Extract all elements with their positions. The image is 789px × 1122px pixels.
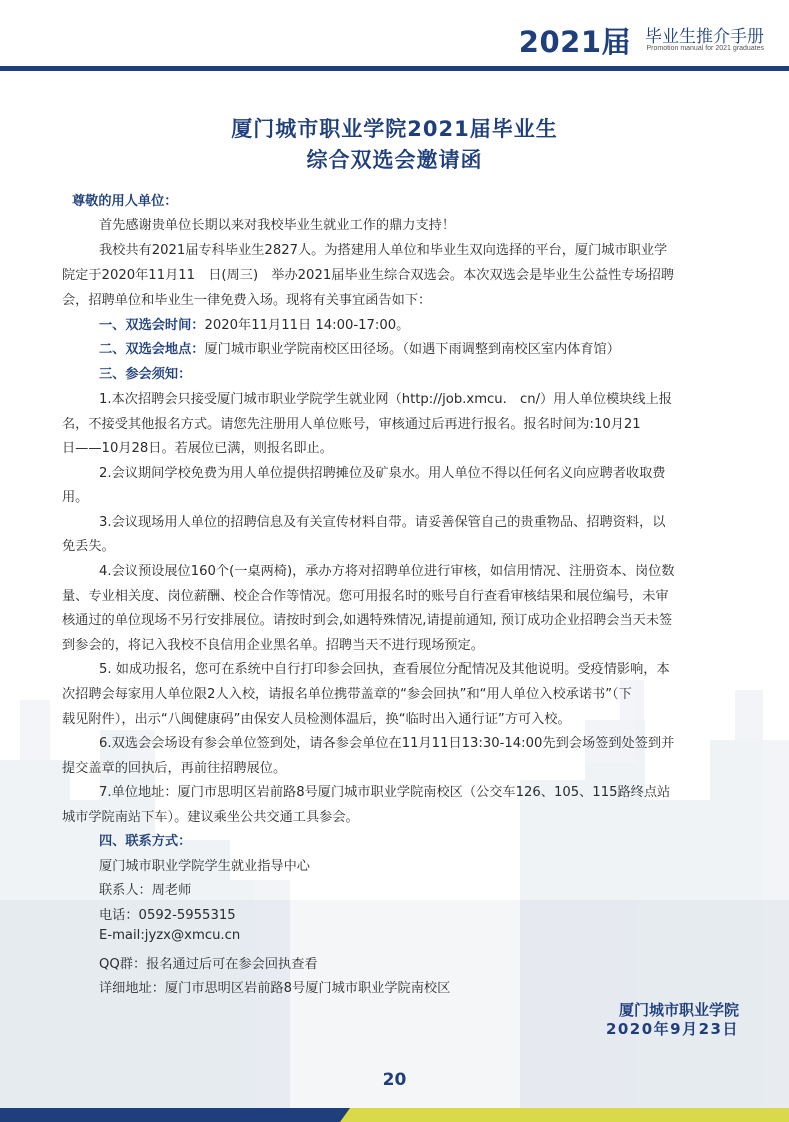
contact-address: 详细地址：厦门市思明区岩前路8号厦门城市职业学院南校区 xyxy=(99,981,451,996)
paragraph-intro-line: 我校共有2021届专科毕业生2827人。为搭建用人单位和毕业生双向选择的平台，厦门城市职业学 xyxy=(99,243,668,258)
notice-1-line: 日——10月28日。若展位已满，则报名即止。 xyxy=(62,441,333,456)
greeting: 尊敬的用人单位： xyxy=(72,194,178,209)
notice-7-line: 7.单位地址：厦门市思明区岩前路8号厦门城市职业学院南校区（公交车126、105、115路终点站 xyxy=(99,785,671,800)
contact-office: 厦门城市职业学院学生就业指导中心 xyxy=(99,859,310,874)
notice-5-line: 载见附件），出示“八闽健康码”由保安人员检测体温后，换“临时出入通行证”方可入校。 xyxy=(62,712,571,727)
contact-email: E-mail:jyzx@xmcu.cn xyxy=(99,928,241,943)
footer-band xyxy=(0,1104,789,1122)
signature-org: 厦门城市职业学院 xyxy=(618,1001,739,1019)
header-divider xyxy=(0,66,789,71)
notice-4-line: 4.会议预设展位160个(一桌两椅)，承办方将对招聘单位进行审核，如信用情况、注册资本、岗位数 xyxy=(99,564,675,579)
signature-date: 2020年9月23日 xyxy=(605,1020,739,1038)
page-title-line1: 厦门城市职业学院2021届毕业生 xyxy=(231,117,558,141)
notice-5-line: 5. 如成功报名，您可在系统中自行打印参会回执，查看展位分配情况及其他说明。受疫情影响，本 xyxy=(99,662,670,677)
notice-4-line: 到参会的，将记入我校不良信用企业黑名单。招聘当天不进行现场预定。 xyxy=(62,638,484,653)
notice-3-line: 免丢失。 xyxy=(62,539,115,554)
header-year: 2021届 xyxy=(518,25,631,59)
section-contact-heading: 四、联系方式： xyxy=(99,834,192,849)
page-title-line2: 综合双选会邀请函 xyxy=(306,148,483,172)
paragraph-intro-line: 会，招聘单位和毕业生一律免费入场。现将有关事宜函告如下： xyxy=(62,293,432,308)
notice-6-line: 提交盖章的回执后，再前往招聘展位。 xyxy=(62,761,287,776)
paragraph-thanks: 首先感谢贵单位长期以来对我校毕业生就业工作的鼎力支持！ xyxy=(99,218,456,233)
notice-2-line: 用。 xyxy=(62,490,89,505)
paragraph-intro-line: 院定于2020年11月11 日(周三) 举办2021届毕业生综合双选会。本次双选会是毕业生公益性专场招聘 xyxy=(62,268,675,283)
notice-7-line: 城市学院南站下车）。建议乘坐公共交通工具参会。 xyxy=(62,810,359,825)
section-location xyxy=(99,338,620,357)
section-time-label: 一、双选会时间： xyxy=(99,318,205,333)
notice-4-line: 量、专业相关度、岗位薪酬、校企合作等情况。您可用报名时的账号自行查看审核结果和展位编号，未审 xyxy=(62,589,669,604)
notice-4-line: 核通过的单位现场不另行安排展位。请按时到会,如遇特殊情况,请提前通知, 预订成功企业招聘会当天未签 xyxy=(62,613,673,628)
notice-6-line: 6.双选会会场设有参会单位签到处，请各参会单位在11月11日13:30-14:00先到会场签到处签到并 xyxy=(99,736,675,751)
section-location-value: 厦门城市职业学院南校区田径场。（如遇下雨调整到南校区室内体育馆） xyxy=(204,342,620,357)
contact-qq: QQ群：报名通过后可在参会回执查看 xyxy=(99,957,318,972)
notice-5-line: 次招聘会每家用人单位限2人入校，请报名单位携带盖章的“参会回执”和“用人单位入校承诺书”（下 xyxy=(62,687,632,702)
notice-2-line: 2.会议期间学校免费为用人单位提供招聘摊位及矿泉水。用人单位不得以任何名义向应聘者收取费 xyxy=(99,466,666,481)
page-number: 20 xyxy=(382,1070,407,1090)
section-time-value: 2020年11月11日 14:00-17:00。 xyxy=(204,318,410,333)
section-notice-heading: 三、参会须知： xyxy=(99,367,192,382)
section-time xyxy=(99,314,409,333)
header-subtitle: 毕业生推介手册 xyxy=(645,27,764,47)
header-subtitle-en: Promotion manual for 2021 graduates xyxy=(646,45,764,52)
contact-phone: 电话：0592-5955315 xyxy=(99,908,236,923)
notice-1-line: 1.本次招聘会只接受厦门城市职业学院学生就业网（http://job.xmcu. cn/）用人单位模块线上报 xyxy=(99,392,672,407)
notice-3-line: 3.会议现场用人单位的招聘信息及有关宣传材料自带。请妥善保管自己的贵重物品、招聘资料，以 xyxy=(99,515,666,530)
contact-person: 联系人：周老师 xyxy=(99,883,192,898)
notice-1-line: 名，不接受其他报名方式。请您先注册用人单位账号，审核通过后再进行报名。报名时间为:10月21 xyxy=(62,417,641,432)
section-location-label: 二、双选会地点： xyxy=(99,342,205,357)
